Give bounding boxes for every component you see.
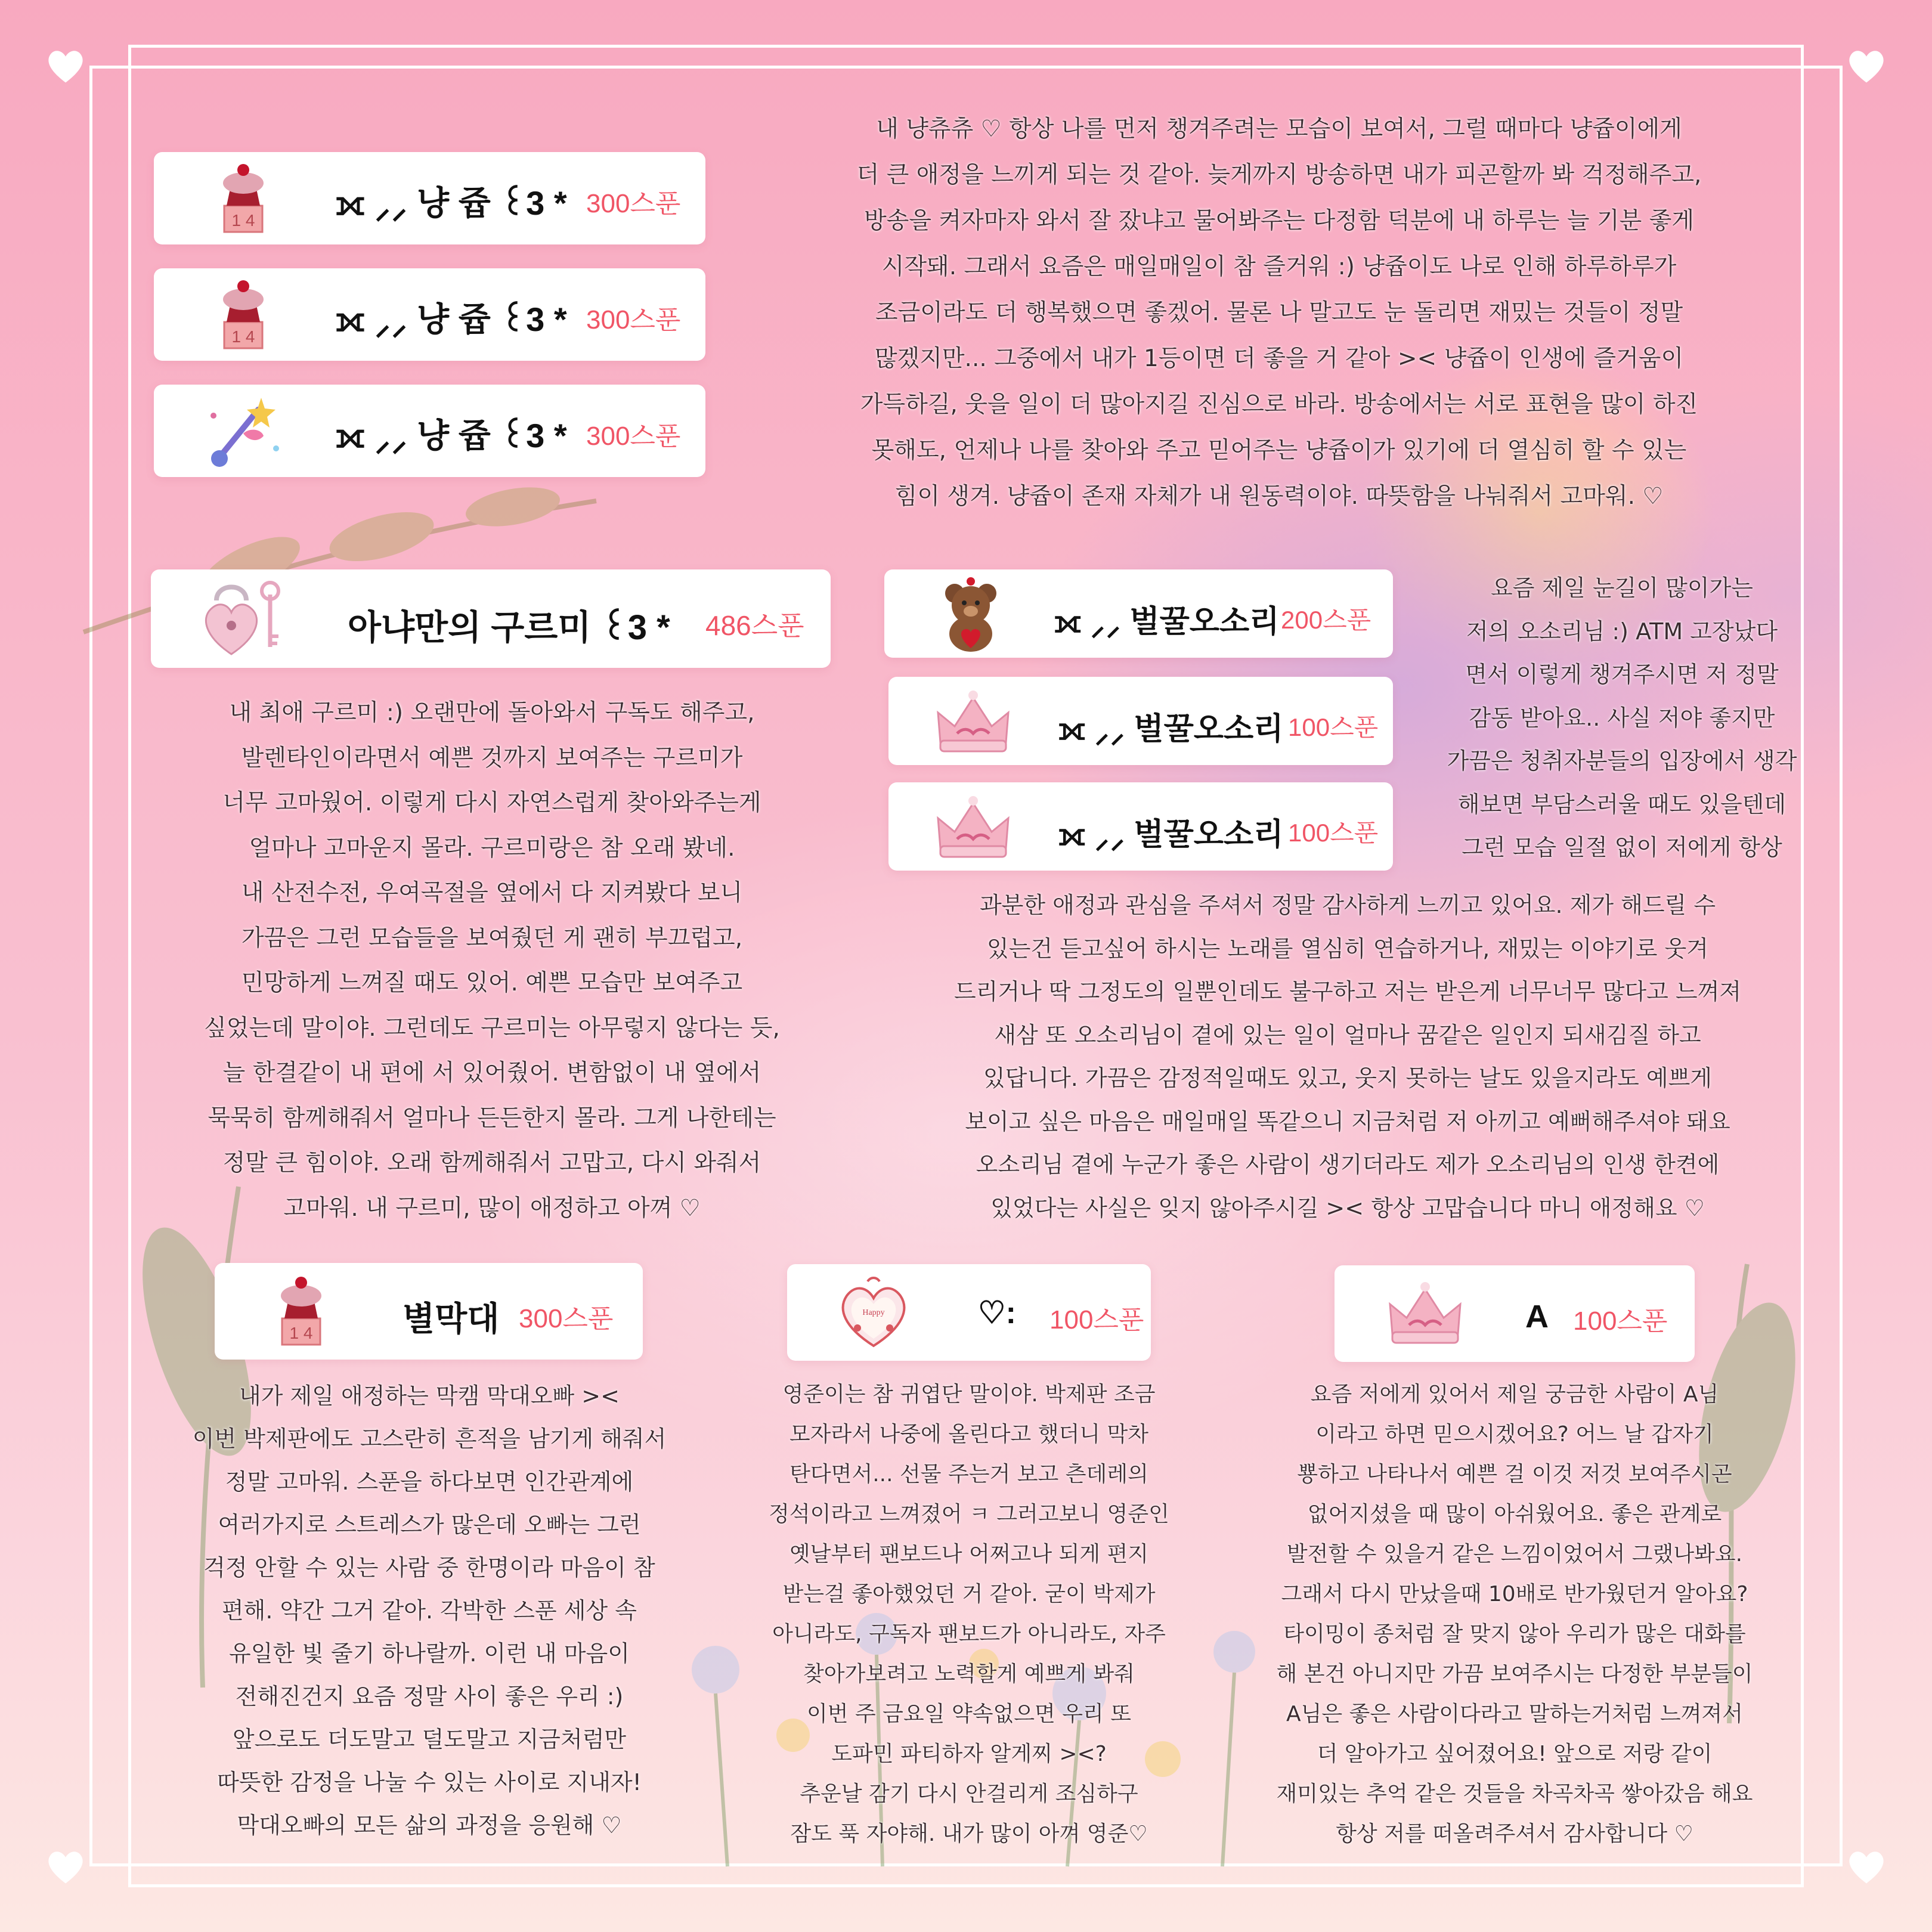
message-line: 과분한 애정과 관심을 주셔서 정말 감사하게 느끼고 있어요. 제가 해드릴 수 [979,892,1716,918]
message-nyang [733,106,1825,519]
gift-card-nyang-3 [154,385,705,477]
spoon-amount: 300스푼 [519,1304,614,1333]
heart-icon [45,45,86,86]
message-line: 요즘 저에게 있어서 제일 궁금한 사람이 A님 [1310,1382,1719,1407]
message-line: 늘 한결같이 내 편에 서 있어줬어. 변함없이 내 옆에서 [222,1060,761,1086]
message-line: 그래서 다시 만났을때 10배로 반가웠던거 알아요? [1281,1582,1748,1606]
message-line: 발렌타인이라면서 예쁜 것까지 보여주는 구르미가 [241,744,743,772]
message-line: 정말 고마워. 스푼을 하다보면 인간관계에 [225,1469,634,1495]
message-byeol [143,1374,716,1847]
message-line: 이번 박제판에도 고스란히 흔적을 남기게 해줘서 [192,1426,667,1452]
message-line: 저의 오소리님 :) ATM 고장났다 [1466,618,1778,645]
message-line: 걱정 안할 수 있는 사람 중 한명이라 마음이 참 [203,1555,655,1581]
gift-card-gurumi [151,569,831,668]
cupcake-gift-icon [213,275,273,353]
message-line: 아니라도, 구독자 팬보드가 아니라도, 자주 [772,1622,1166,1646]
message-line: 싶었는데 말이야. 그런데도 구르미는 아무렇지 않다는 듯, [204,1014,780,1042]
svg-text:1 4: 1 4 [231,211,255,230]
message-line: 있답니다. 가끔은 감정적일때도 있고, 웃지 못하는 날도 있을지라도 예쁘게 [983,1065,1713,1091]
donor-name: 별막대 [402,1300,500,1337]
teddy-bear-gift-icon [938,575,1004,653]
message-line: 면서 이렇게 챙겨주시면 저 정말 [1465,661,1779,688]
message-line: 여러가지로 스트레스가 많은데 오빠는 그런 [218,1512,641,1538]
message-gurumi [125,691,859,1231]
message-line: 보이고 싶은 마음은 매일매일 똑같으니 지금처럼 저 아끼고 예뻐해주셔야 돼요 [965,1108,1730,1135]
heart-icon [45,1846,86,1887]
message-line: 묵묵히 함께해줘서 얼마나 든든한지 몰라. 그게 나한테는 [208,1104,776,1132]
crown-gift-icon [933,686,1014,757]
svg-text:Happy: Happy [862,1308,885,1317]
message-line: 많겠지만... 그중에서 내가 1등이면 더 좋을 거 같아 >< 냥쥽이 인생에 즐거움이 [874,345,1684,372]
message-line: 그런 모습 일절 없이 저에게 항상 [1462,834,1782,860]
cupcake-gift-icon [271,1272,331,1349]
message-line: 내가 제일 애정하는 막캠 막대오빠 >< [239,1383,620,1409]
message-line: 못해도, 언제나 나를 찾아와 주고 믿어주는 냥쥽이가 있기에 더 열심히 할 수 있는 [871,437,1687,464]
heart-icon [1846,45,1887,86]
crown-gift-icon [933,791,1014,863]
message-line: 옛날부터 팬보드나 어쩌고나 되게 편지 [789,1542,1149,1566]
donor-name: ⟗ ⸝⸝ 냥 쥽 ꒰3 * [336,184,567,222]
message-line: 유일한 빛 줄기 하나랄까. 이런 내 마음이 [229,1640,630,1667]
message-line: 발전할 수 있을거 같은 느낌이었어서 그랬나봐요. [1286,1542,1743,1566]
message-line: 내 산전수전, 우여곡절을 옆에서 다 지켜봤다 보니 [241,880,743,906]
donor-name: 아냐만의 구르미 ꒰3 * [348,608,670,647]
message-line: 항상 저를 떠올려주셔서 감사합니다 ♡ [1336,1822,1693,1846]
message-line: 내 냥츄츄 ♡ 항상 나를 먼저 챙겨주려는 모습이 보여서, 그럴 때마다 냥쥽이에게 [876,116,1682,143]
gift-card-bee-1 [884,569,1393,658]
cupcake-gift-icon [213,159,273,237]
donor-name: ♡: [978,1296,1016,1330]
gift-card-heart [787,1264,1151,1361]
message-heart [736,1374,1202,1854]
message-bee-main [871,884,1825,1230]
gift-card-nyang-1 [154,152,705,244]
message-line: 재미있는 추억 같은 것들을 차곡차곡 쌓아갔음 해요 [1276,1782,1753,1806]
message-line: 더 알아가고 싶어졌어요! 앞으로 저랑 같이 [1317,1742,1713,1766]
message-line: 내 최애 구르미 :) 오랜만에 돌아와서 구독도 해주고, [229,699,755,726]
message-line: 전해진건지 요즘 정말 사이 좋은 우리 :) [235,1683,624,1710]
donor-name: ⟗ ⸝⸝ 벌꿀오소리 [1058,712,1284,747]
magic-wand-gift-icon [202,392,285,469]
message-line: 고마워. 내 구르미, 많이 애정하고 아껴 ♡ [283,1194,701,1222]
gift-card-nyang-2 [154,268,705,361]
message-line: 막대오빠의 모든 삶의 과정을 응원해 ♡ [237,1812,622,1838]
spoon-amount: 100스푼 [1288,713,1379,741]
spoon-amount: 100스푼 [1288,819,1379,847]
heart-icon [1846,1846,1887,1887]
message-line: 편해. 약간 그거 같아. 각박한 스푼 세상 속 [221,1597,637,1624]
donor-name: A [1525,1299,1549,1335]
spoon-amount: 486스푼 [705,610,804,641]
message-line: 영준이는 참 귀엽단 말이야. 박제판 조금 [782,1382,1156,1407]
message-line: A님은 좋은 사람이다라고 말하는거처럼 느껴져서 [1286,1702,1743,1726]
gift-card-bee-2 [888,677,1393,765]
spoon-amount: 300스푼 [586,189,681,218]
message-line: 가끔은 그런 모습들을 보여줬던 게 괜히 부끄럽고, [241,924,743,952]
message-line: 해 본건 아니지만 가끔 보여주시는 다정한 부분들이 [1276,1662,1753,1686]
message-line: 추운날 감기 다시 안걸리게 조심하구 [800,1782,1138,1806]
message-line: 방송을 켜자마자 와서 잘 잤냐고 물어봐주는 다정함 덕분에 내 하루는 늘 기분 좋게 [863,208,1694,234]
message-line: 가끔은 청취자분들의 입장에서 생각 [1447,748,1797,774]
message-line: 더 큰 애정을 느끼게 되는 것 같아. 늦게까지 방송하면 내가 피곤할까 봐 걱정해주고, [856,162,1702,188]
message-line: 얼마나 고마운지 몰라. 구르미랑은 참 오래 봤네. [249,834,735,862]
donor-name: ⟗ ⸝⸝ 냥 쥽 ꒰3 * [336,417,567,454]
message-line: 오소리님 곁에 누군가 좋은 사람이 생기더라도 제가 오소리님의 인생 한켠에 [976,1151,1720,1178]
spoon-amount: 100스푼 [1049,1305,1144,1335]
message-line: 요즘 제일 눈길이 많이가는 [1490,575,1754,601]
heart-lock-gift-icon [199,577,294,660]
message-line: 드리거나 딱 그정도의 일뿐인데도 불구하고 저는 받은게 너무너무 많다고 느껴져 [953,979,1742,1005]
frame-line-top [89,66,1843,69]
message-line: 타이밍이 종처럼 잘 맞지 않아 우리가 많은 대화를 [1283,1622,1746,1646]
message-a [1228,1374,1801,1854]
message-line: 감동 받아요.. 사실 저야 좋지만 [1469,704,1775,731]
message-line: 모자라서 나중에 올린다고 했더니 막차 [789,1422,1149,1447]
message-line: 정말 큰 힘이야. 오래 함께해줘서 고맙고, 다시 와줘서 [222,1150,761,1176]
donor-name: ⟗ ⸝⸝ 벌꿀오소리 [1054,605,1280,639]
message-line: 시작돼. 그래서 요즘은 매일매일이 참 즐거워 :) 냥쥽이도 나로 인해 하루하루가 [881,253,1677,280]
message-line: 너무 고마웠어. 이렇게 다시 자연스럽게 찾아와주는게 [222,789,761,816]
message-line: 이번 주 금요일 약속없으면 우리 또 [806,1702,1132,1726]
message-line: 새삼 또 오소리님이 곁에 있는 일이 얼마나 꿈같은 일인지 되새김질 하고 [994,1021,1701,1048]
message-line: 해보면 부담스러울 때도 있을텐데 [1457,791,1787,818]
message-line: 탄다면서... 선물 주는거 보고 츤데레의 [789,1462,1148,1487]
heart-cake-gift-icon [835,1273,912,1351]
message-line: 있었다는 사실은 잊지 않아주시길 >< 항상 고맙습니다 마니 애정해요 ♡ [990,1194,1705,1221]
message-line: 이라고 하면 믿으시겠어요? 어느 날 갑자기 [1315,1422,1714,1447]
spoon-amount: 300스푼 [586,305,681,335]
gift-card-byeol [215,1263,643,1360]
message-line: 찾아가보려고 노력할게 예쁘게 봐줘 [803,1662,1135,1686]
svg-text:1 4: 1 4 [231,327,255,346]
svg-text:1 4: 1 4 [289,1324,313,1342]
message-line: 없어지셨을 때 많이 아쉬웠어요. 좋은 관계로 [1307,1502,1722,1527]
spoon-amount: 300스푼 [586,422,681,451]
message-line: 조금이라도 더 행복했으면 좋겠어. 물론 나 말고도 눈 돌리면 재밌는 것들이 정말 [875,299,1683,326]
message-line: 힘이 생겨. 냥쥽이 존재 자체가 내 원동력이야. 따뜻함을 나눠줘서 고마워. ♡ [894,483,1664,510]
message-line: 정석이라고 느껴졌어 ㅋ 그러고보니 영준인 [769,1502,1169,1527]
donor-name: ⟗ ⸝⸝ 냥 쥽 ꒰3 * [336,301,567,338]
message-line: 따뜻한 감정을 나눌 수 있는 사이로 지내자! [217,1769,642,1795]
message-line: 가득하길, 웃을 일이 더 많아지길 진심으로 바라. 방송에서는 서로 표현을 많이 하진 [860,391,1698,418]
message-line: 도파민 파티하자 알게찌 ><? [831,1742,1107,1766]
spoon-amount: 100스푼 [1573,1306,1668,1336]
spoon-amount: 200스푼 [1281,606,1371,634]
message-line: 뿅하고 나타나서 예쁜 걸 이것 저것 보여주시곤 [1297,1462,1732,1487]
message-line: 받는걸 좋아했었던 거 같아. 굳이 박제가 [782,1582,1156,1606]
message-line: 민망하게 느껴질 때도 있어. 예쁜 모습만 보여주고 [241,970,743,996]
gift-card-a [1335,1265,1695,1362]
message-bee-side [1413,566,1831,869]
message-line: 있는건 듣고싶어 하시는 노래를 열심히 연습하거나, 재밌는 이야기로 웃겨 [987,935,1708,962]
donor-name: ⟗ ⸝⸝ 벌꿀오소리 [1058,818,1284,852]
message-line: 앞으로도 더도말고 덜도말고 지금처럼만 [232,1726,627,1753]
message-line: 잠도 푹 자야해. 내가 많이 아껴 영준♡ [790,1822,1148,1846]
crown-gift-icon [1385,1277,1466,1349]
gift-card-bee-3 [888,782,1393,871]
